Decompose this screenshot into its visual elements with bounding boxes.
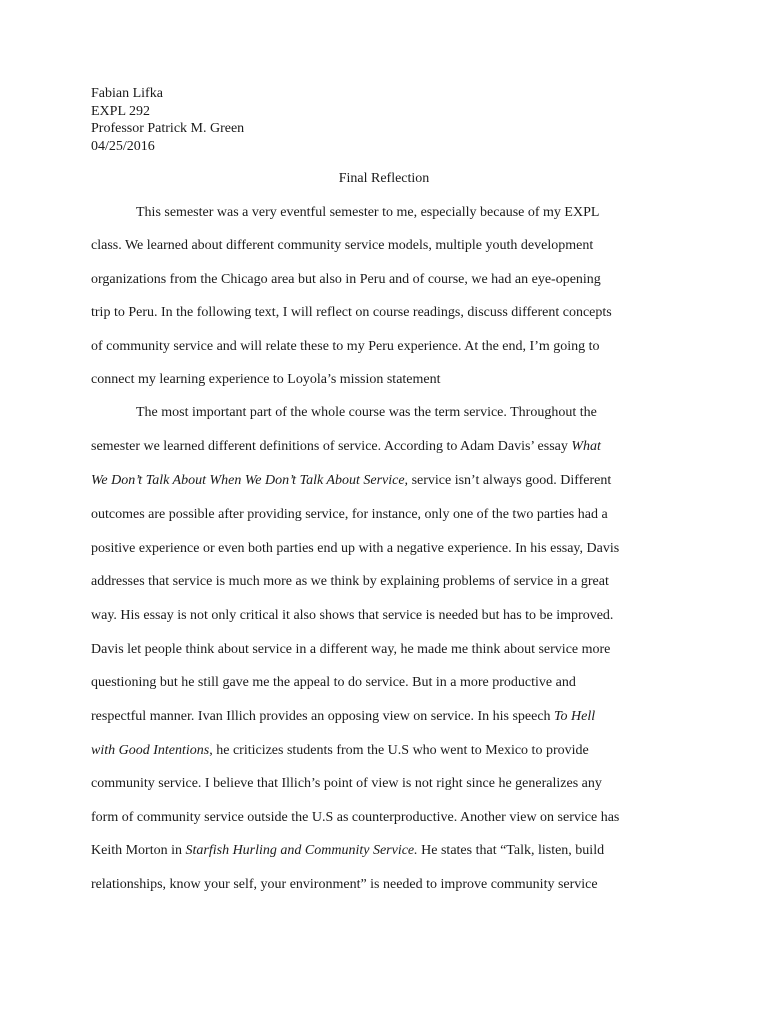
paragraph-line bbox=[91, 438, 601, 456]
paragraph-line bbox=[136, 404, 597, 422]
paragraph-line bbox=[136, 204, 599, 222]
line-text: addresses that service is much more as we think by explaining problems of service in a great bbox=[91, 574, 609, 589]
italic-title-text: Starfish Hurling and Community Service. bbox=[185, 843, 418, 858]
paragraph-line bbox=[91, 607, 613, 625]
line-text: respectful manner. Ivan Illich provides an opposing view on service. In his speech bbox=[91, 709, 555, 724]
line-text: way. His essay is not only critical it also shows that service is needed but has to be improved. bbox=[91, 608, 614, 623]
line-text: Keith Morton in bbox=[91, 843, 186, 858]
document-title: Final Reflection bbox=[338, 171, 430, 186]
line-text: He states that “Talk, listen, build bbox=[417, 843, 605, 858]
line-text: community service. I believe that Illich’s point of view is not right since he generalizes any bbox=[91, 776, 602, 791]
line-text: connect my learning experience to Loyola’s mission statement bbox=[91, 372, 441, 387]
paragraph-line bbox=[91, 876, 598, 894]
italic-title-text: What bbox=[571, 439, 601, 454]
professor-name: Professor Patrick M. Green bbox=[91, 121, 245, 136]
paragraph-line bbox=[91, 775, 602, 793]
paragraph-line bbox=[91, 708, 595, 726]
paragraph-line bbox=[91, 809, 619, 827]
paragraph-line bbox=[91, 271, 601, 289]
line-text: positive experience or even both parties end up with a negative experience. In his essay, Davis bbox=[91, 541, 620, 556]
document-date: 04/25/2016 bbox=[91, 138, 155, 154]
paragraph-line bbox=[91, 842, 604, 860]
paragraph-line bbox=[91, 540, 619, 558]
document-header bbox=[91, 85, 244, 155]
line-text: questioning but he still gave me the appeal to do service. But in a more productive and bbox=[91, 675, 576, 690]
line-text: semester we learned different definitions of service. According to Adam Davis’ essay bbox=[91, 439, 572, 454]
italic-title-text: To Hell bbox=[554, 709, 596, 724]
paragraph-line bbox=[91, 237, 593, 255]
paragraph-line bbox=[91, 472, 611, 490]
paragraph-line bbox=[91, 506, 608, 524]
italic-title-text: We Don’t Talk About When We Don’t Talk About Service, bbox=[91, 473, 409, 488]
line-text: The most important part of the whole course was the term service. Throughout the bbox=[136, 405, 597, 420]
paragraph-line bbox=[91, 304, 612, 322]
paragraph-line bbox=[91, 371, 441, 389]
line-text: trip to Peru. In the following text, I will reflect on course readings, discuss different concepts bbox=[91, 305, 612, 320]
line-text: service isn’t always good. Different bbox=[408, 473, 612, 488]
line-text: Davis let people think about service in a different way, he made me think about service more bbox=[91, 642, 611, 657]
line-text: organizations from the Chicago area but also in Peru and of course, we had an eye-opening bbox=[91, 272, 601, 287]
line-text: This semester was a very eventful semester to me, especially because of my EXPL bbox=[136, 205, 600, 220]
line-text: , he criticizes students from the U.S who went to Mexico to provide bbox=[209, 743, 589, 758]
paragraph-line bbox=[91, 338, 600, 356]
line-text: relationships, know your self, your environment” is needed to improve community service bbox=[91, 877, 598, 892]
line-text: form of community service outside the U.S as counterproductive. Another view on service has bbox=[91, 810, 620, 825]
paragraph-line bbox=[91, 573, 609, 591]
italic-title-text: with Good Intentions bbox=[91, 743, 210, 758]
author-name: Fabian Lifka bbox=[91, 86, 163, 101]
line-text: outcomes are possible after providing service, for instance, only one of the two parties had a bbox=[91, 507, 608, 522]
document-title-container bbox=[0, 170, 768, 188]
course-code: EXPL 292 bbox=[91, 103, 150, 119]
paragraph-line bbox=[91, 742, 589, 760]
line-text: of community service and will relate these to my Peru experience. At the end, I’m going to bbox=[91, 339, 600, 354]
paragraph-line bbox=[91, 641, 610, 659]
paragraph-line bbox=[91, 674, 576, 692]
line-text: class. We learned about different community service models, multiple youth development bbox=[91, 238, 594, 253]
